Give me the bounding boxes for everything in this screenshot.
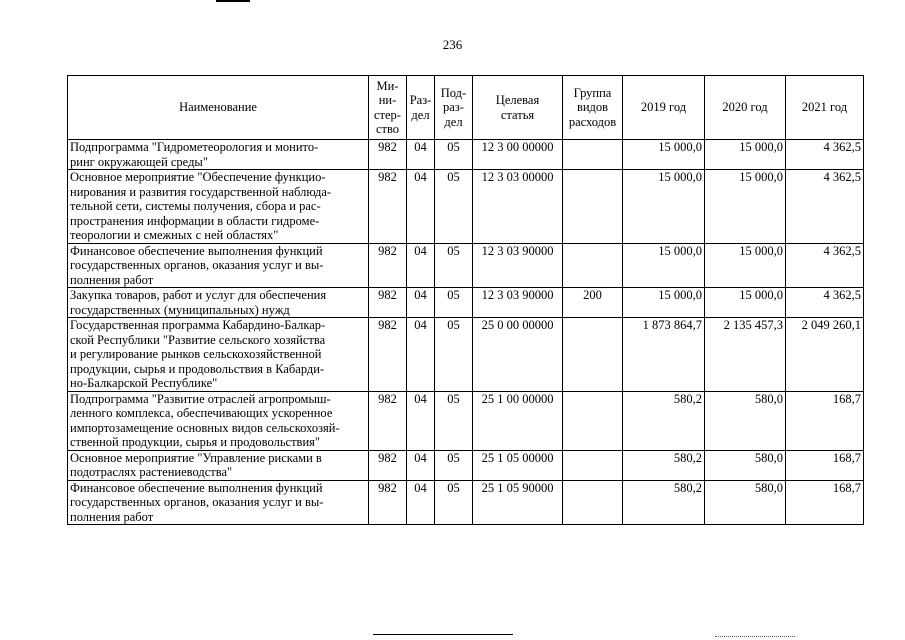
table-row bbox=[68, 140, 864, 170]
cell-target-article: 25 1 05 90000 bbox=[473, 480, 563, 525]
cell-expense-group bbox=[563, 140, 623, 170]
cell-amount-2020: 2 135 457,3 bbox=[705, 318, 786, 392]
cell-name: Государственная программа Кабардино-Балкар- ской Республики "Развитие сельского хозяйства и регулирование рынков сельскохозяйственной продукции, сырья и продовольствия в Кабарди- но-Балкарской Республике" bbox=[68, 318, 369, 392]
cell-section: 04 bbox=[407, 318, 435, 392]
cell-target-article: 12 3 03 00000 bbox=[473, 170, 563, 244]
cell-amount-2020: 15 000,0 bbox=[705, 243, 786, 288]
cell-target-article: 25 1 00 00000 bbox=[473, 391, 563, 450]
budget-table bbox=[67, 75, 864, 525]
cell-amount-2020: 580,0 bbox=[705, 450, 786, 480]
cell-expense-group bbox=[563, 480, 623, 525]
cell-name: Подпрограмма "Развитие отраслей агропромыш- ленного комплекса, обеспечивающих ускоренное импортозамещение основных видов сельскохозяй- ственной продукции, сырья и продовольствия" bbox=[68, 391, 369, 450]
header-name: Наименование bbox=[68, 76, 369, 140]
cell-target-article: 12 3 03 90000 bbox=[473, 243, 563, 288]
cell-ministry: 982 bbox=[369, 318, 407, 392]
cell-expense-group bbox=[563, 391, 623, 450]
cell-amount-2021: 168,7 bbox=[786, 450, 864, 480]
header-year-2021: 2021 год bbox=[786, 76, 864, 140]
cell-ministry: 982 bbox=[369, 140, 407, 170]
cell-amount-2021: 168,7 bbox=[786, 391, 864, 450]
cell-name: Подпрограмма "Гидрометеорология и монито- ринг окружающей среды" bbox=[68, 140, 369, 170]
header-expense-group: Группа видов расходов bbox=[563, 76, 623, 140]
cell-name: Закупка товаров, работ и услуг для обеспечения государственных (муниципальных) нужд bbox=[68, 288, 369, 318]
cell-section: 04 bbox=[407, 170, 435, 244]
cell-subsection: 05 bbox=[435, 288, 473, 318]
cell-ministry: 982 bbox=[369, 391, 407, 450]
cell-target-article: 25 0 00 00000 bbox=[473, 318, 563, 392]
table-body bbox=[68, 140, 864, 525]
header-ministry: Ми- ни- стер- ство bbox=[369, 76, 407, 140]
cell-subsection: 05 bbox=[435, 140, 473, 170]
table-row bbox=[68, 318, 864, 392]
cell-subsection: 05 bbox=[435, 243, 473, 288]
header-section: Раз- дел bbox=[407, 76, 435, 140]
cell-amount-2019: 580,2 bbox=[623, 391, 705, 450]
cell-section: 04 bbox=[407, 480, 435, 525]
cell-expense-group bbox=[563, 243, 623, 288]
cell-subsection: 05 bbox=[435, 170, 473, 244]
cell-amount-2020: 580,0 bbox=[705, 480, 786, 525]
header-target-article: Целевая статья bbox=[473, 76, 563, 140]
cell-amount-2021: 4 362,5 bbox=[786, 243, 864, 288]
cell-target-article: 12 3 03 90000 bbox=[473, 288, 563, 318]
cell-amount-2021: 4 362,5 bbox=[786, 288, 864, 318]
cell-expense-group bbox=[563, 318, 623, 392]
cell-amount-2019: 15 000,0 bbox=[623, 288, 705, 318]
cell-amount-2020: 15 000,0 bbox=[705, 288, 786, 318]
table-row bbox=[68, 288, 864, 318]
cell-section: 04 bbox=[407, 450, 435, 480]
cell-expense-group: 200 bbox=[563, 288, 623, 318]
cell-amount-2019: 580,2 bbox=[623, 480, 705, 525]
cell-amount-2020: 580,0 bbox=[705, 391, 786, 450]
bottom-rule bbox=[373, 634, 513, 635]
cell-amount-2020: 15 000,0 bbox=[705, 140, 786, 170]
bottom-marks bbox=[715, 636, 795, 638]
cell-name: Основное мероприятие "Обеспечение функцио- нирования и развития государственной наблюда- тельной сети, системы получения, сбора и рас- пространения информации в области гидроме- теорологии и смежных с ней областях" bbox=[68, 170, 369, 244]
cell-amount-2021: 2 049 260,1 bbox=[786, 318, 864, 392]
table-row bbox=[68, 243, 864, 288]
table-row bbox=[68, 480, 864, 525]
cell-ministry: 982 bbox=[369, 243, 407, 288]
cell-ministry: 982 bbox=[369, 288, 407, 318]
cell-amount-2021: 4 362,5 bbox=[786, 140, 864, 170]
cell-amount-2019: 580,2 bbox=[623, 450, 705, 480]
table-row bbox=[68, 391, 864, 450]
cell-name: Финансовое обеспечение выполнения функций государственных органов, оказания услуг и вы- полнения работ bbox=[68, 480, 369, 525]
table-row bbox=[68, 170, 864, 244]
cell-subsection: 05 bbox=[435, 480, 473, 525]
cell-ministry: 982 bbox=[369, 170, 407, 244]
cell-subsection: 05 bbox=[435, 450, 473, 480]
header-year-2020: 2020 год bbox=[705, 76, 786, 140]
header-year-2019: 2019 год bbox=[623, 76, 705, 140]
cell-section: 04 bbox=[407, 243, 435, 288]
cell-section: 04 bbox=[407, 391, 435, 450]
cell-ministry: 982 bbox=[369, 480, 407, 525]
cell-amount-2020: 15 000,0 bbox=[705, 170, 786, 244]
table-header-row bbox=[68, 76, 864, 140]
page-number: 236 bbox=[442, 37, 463, 52]
cell-target-article: 25 1 05 00000 bbox=[473, 450, 563, 480]
cell-ministry: 982 bbox=[369, 450, 407, 480]
cell-subsection: 05 bbox=[435, 318, 473, 392]
cell-subsection: 05 bbox=[435, 391, 473, 450]
header-subsection: Под- раз- дел bbox=[435, 76, 473, 140]
cell-expense-group bbox=[563, 450, 623, 480]
cell-section: 04 bbox=[407, 140, 435, 170]
cell-amount-2019: 15 000,0 bbox=[623, 243, 705, 288]
cell-amount-2019: 15 000,0 bbox=[623, 170, 705, 244]
cell-amount-2019: 1 873 864,7 bbox=[623, 318, 705, 392]
cell-expense-group bbox=[563, 170, 623, 244]
cell-amount-2021: 4 362,5 bbox=[786, 170, 864, 244]
table-row bbox=[68, 450, 864, 480]
cell-amount-2019: 15 000,0 bbox=[623, 140, 705, 170]
cell-amount-2021: 168,7 bbox=[786, 480, 864, 525]
cell-section: 04 bbox=[407, 288, 435, 318]
cell-name: Финансовое обеспечение выполнения функций государственных органов, оказания услуг и вы- полнения работ bbox=[68, 243, 369, 288]
cell-target-article: 12 3 00 00000 bbox=[473, 140, 563, 170]
top-page-mark bbox=[216, 0, 250, 2]
cell-name: Основное мероприятие "Управление рисками в подотраслях растениеводства" bbox=[68, 450, 369, 480]
